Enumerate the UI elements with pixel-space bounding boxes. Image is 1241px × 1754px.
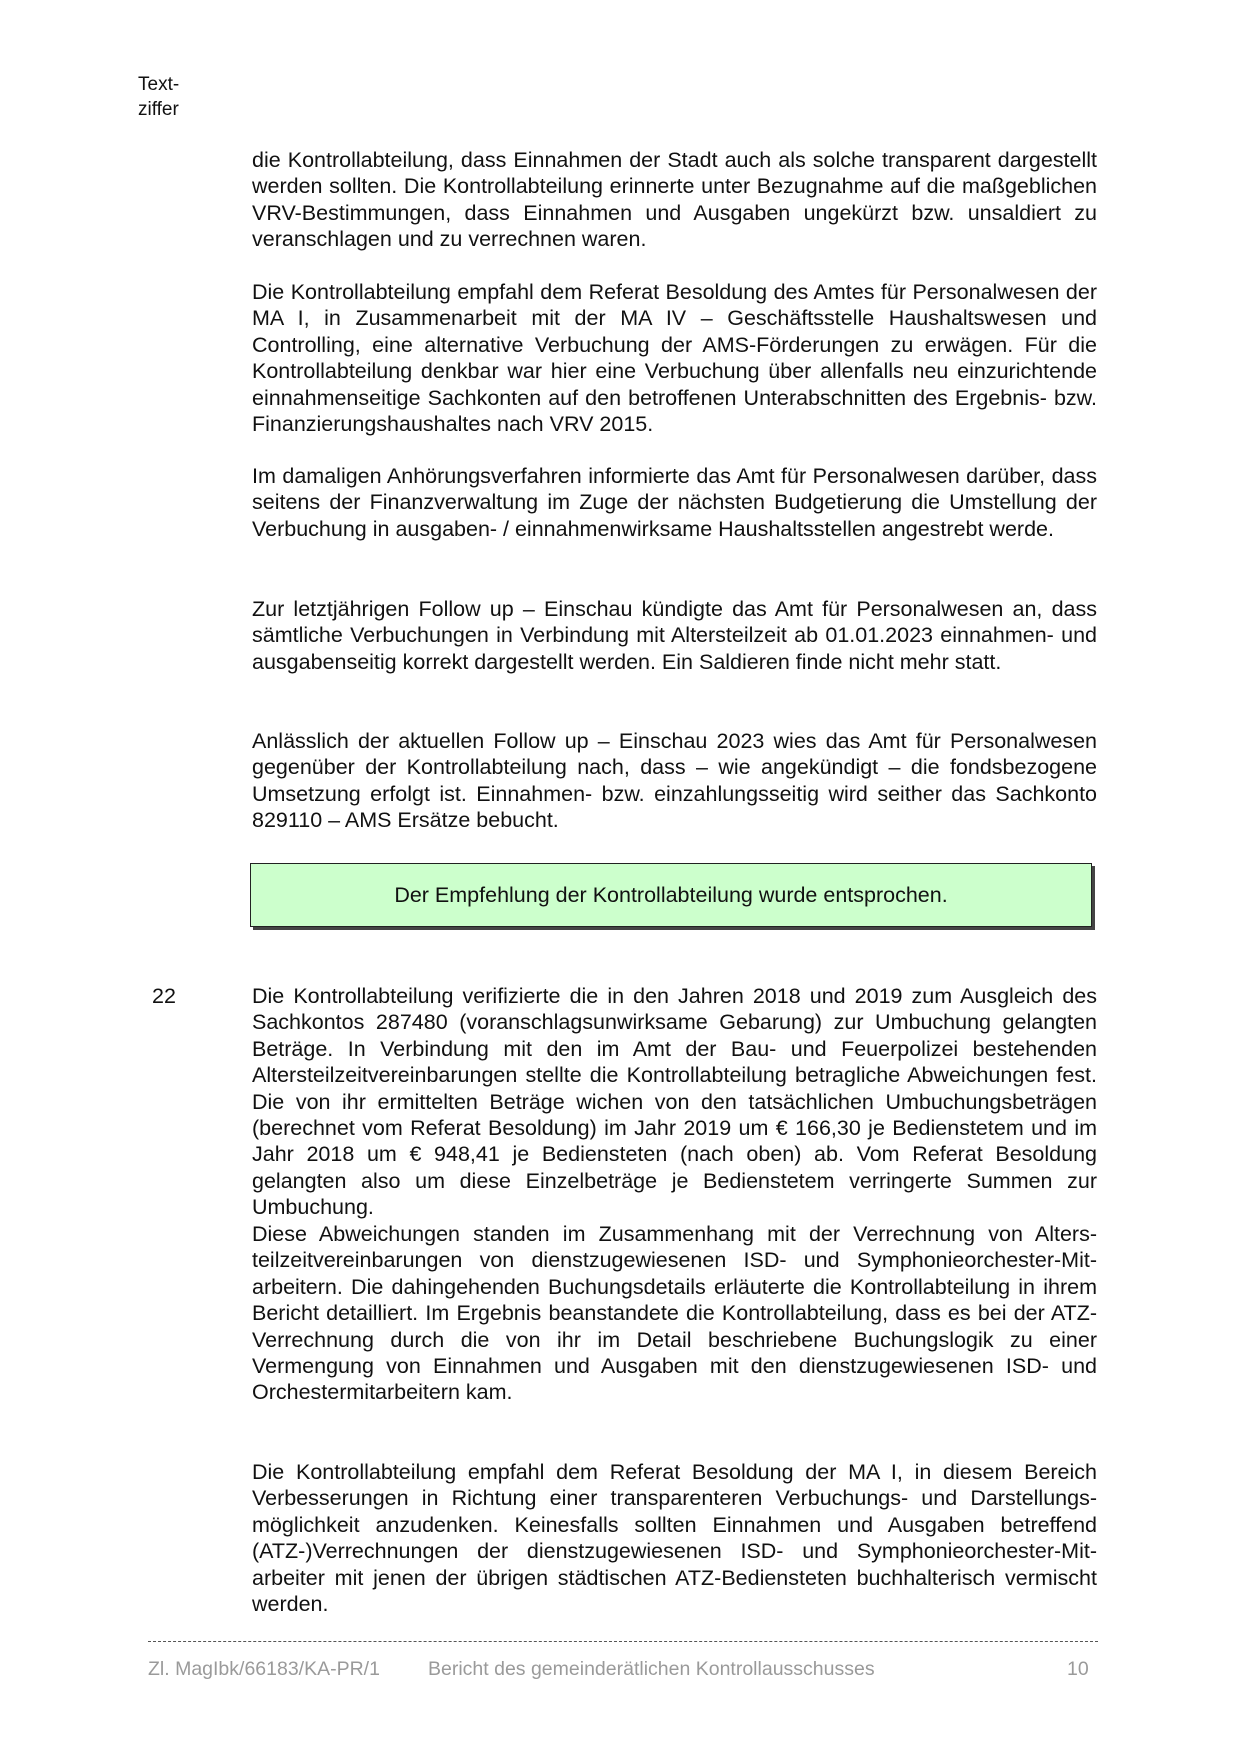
margin-label-line-1: Text- bbox=[138, 74, 180, 95]
margin-label-line-2: ziffer bbox=[138, 99, 179, 120]
paragraph-block-1 bbox=[252, 147, 1097, 253]
recommendation-notice-text: Der Empfehlung der Kontrollabteilung wurde entsprochen. bbox=[394, 882, 948, 907]
paragraph-block-2 bbox=[252, 279, 1097, 437]
footer-page-number: 10 bbox=[1067, 1658, 1089, 1680]
body-paragraph: Die Kontrollabteilung verifizierte die in den Jahren 2018 und 2019 zum Ausgleich des Sachkontos 287480 (voranschlagsunwirksame Gebarung) zur Umbuchung gelangten Beträge. In Verbindung mit den im Amt der Bau- und Feuerpolizei bestehenden Altersteilzeitvereinbarungen stellte die Kontrollabteilung betragliche Abweichungen fest. Die von ihr ermittelten Beträge wichen von den tatsächlichen Umbuchungsbeträgen (berechnet vom Referat Besoldung) im Jahr 2019 um € 166,30 je Bedienstetem und im Jahr 2018 um € 948,41 je Bediensteten (nach oben) ab. Vom Referat Besoldung gelangten also um diese Einzelbeträge je Bedienstetem verringerte Summen zur Umbuchung. bbox=[252, 984, 1097, 1220]
body-paragraph: Anlässlich der aktuellen Follow up – Einschau 2023 wies das Amt für Personalwesen gegenüber der Kontrollabteilung nach, dass – wie angekündigt – die fondsbezogene Umsetzung erfolgt ist. Einnahmen- bzw. einzahlungsseitig wird seither das Sachkonto 829110 – AMS Ersätze bebucht. bbox=[252, 729, 1097, 833]
body-paragraph: Diese Abweichungen standen im Zusammenhang mit der Verrechnung von Altersteilzeitvereinbarungen von dienstzugewiesenen ISD- und Symphonieorchester-Mitarbeitern. Die dahingehenden Buchungsdetails erläuterte die Kontrollabteilung in ihrem Bericht detailliert. Im Ergebnis beanstandete die Kontrollabteilung, dass es bei der ATZ-Verrechnung durch die von ihr im Detail beschriebene Buchungslogik zu einer Vermengung von Einnahmen und Ausgaben mit den dienstzugewiesenen ISD- und Orchestermitarbeitern kam. bbox=[252, 1222, 1097, 1405]
footer-divider bbox=[148, 1641, 1098, 1642]
paragraph-block-4 bbox=[252, 596, 1097, 675]
body-paragraph: die Kontrollabteilung, dass Einnahmen der Stadt auch als solche transparent dargestellt werden sollten. Die Kontrollabteilung erinnerte unter Bezugnahme auf die maßgeblichen VRV-Bestimmungen, dass Einnahmen und Ausgaben ungekürzt bzw. unsaldiert zu veranschlagen und zu verrechnen waren. bbox=[252, 148, 1097, 252]
body-paragraph: Die Kontrollabteilung empfahl dem Referat Besoldung der MA I, in diesem Bereich Verbesserungen in Richtung einer transparenteren Verbuchungs- und Darstellungsmöglichkeit anzudenken. Keinesfalls sollten Einnahmen und Ausgaben betreffend (ATZ-)Verrechnungen der dienstzugewiesenen ISD- und Symphonieorchester-Mitarbeiter mit jenen der übrigen städtischen ATZ-Bediensteten buchhalterisch vermischt werden. bbox=[252, 1460, 1097, 1617]
section-22-paragraph-2 bbox=[252, 1221, 1097, 1406]
footer-reference: Zl. MagIbk/66183/KA-PR/1 bbox=[148, 1658, 380, 1680]
footer-title: Bericht des gemeinderätlichen Kontrollausschusses bbox=[428, 1658, 875, 1680]
textziffer-margin-label bbox=[138, 72, 198, 122]
section-22-paragraph-3 bbox=[252, 1459, 1097, 1617]
recommendation-notice-box bbox=[250, 863, 1092, 927]
section-22-paragraph-1 bbox=[252, 983, 1097, 1221]
paragraph-block-3 bbox=[252, 463, 1097, 542]
body-paragraph: Zur letztjährigen Follow up – Einschau kündigte das Amt für Personalwesen an, dass sämtliche Verbuchungen in Verbindung mit Altersteilzeit ab 01.01.2023 einnahmen- und ausgabenseitig korrekt dargestellt werden. Ein Saldieren finde nicht mehr statt. bbox=[252, 597, 1097, 674]
paragraph-block-5 bbox=[252, 728, 1097, 834]
textziffer-number: 22 bbox=[152, 984, 176, 1008]
body-paragraph: Die Kontrollabteilung empfahl dem Referat Besoldung des Amtes für Personalwesen der MA I, in Zusammenarbeit mit der MA IV – Geschäftsstelle Haushaltswesen und Controlling, eine alternative Verbuchung der AMS-Förderungen zu erwägen. Für die Kontrollabteilung denkbar war hier eine Verbuchung über allenfalls neu einzurichtende einnahmenseitige Sachkonten auf den betroffenen Unterabschnitten des Ergebnis- bzw. Finanzierungshaushaltes nach VRV 2015. bbox=[252, 280, 1097, 437]
body-paragraph: Im damaligen Anhörungsverfahren informierte das Amt für Personalwesen darüber, dass seitens der Finanzverwaltung im Zuge der nächsten Budgetierung die Umstellung der Verbuchung in ausgaben- / einnahmenwirksame Haushaltsstellen angestrebt werde. bbox=[252, 464, 1097, 541]
